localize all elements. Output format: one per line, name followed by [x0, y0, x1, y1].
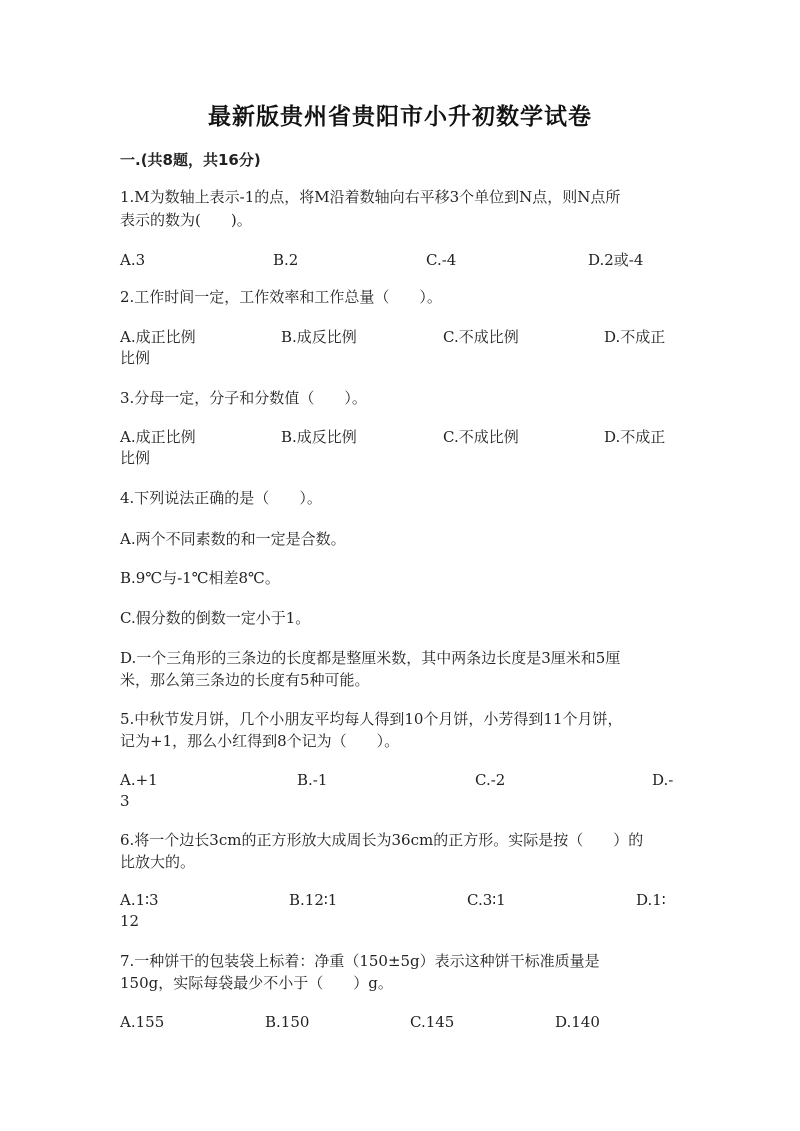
question-7-option-c: C.145	[410, 1013, 455, 1031]
question-5-option-a: A.+1	[120, 771, 158, 789]
question-7-option-a: A.155	[120, 1013, 165, 1031]
question-2-option-d: D.不成正	[604, 328, 666, 346]
question-4-option-a: A.两个不同素数的和一定是合数。	[120, 530, 346, 548]
question-1-line-2: 表示的数为( )。	[120, 211, 252, 229]
question-7-option-b: B.150	[265, 1013, 310, 1031]
question-6-option-d: D.1∶	[636, 891, 666, 909]
question-2-option-a: A.成正比例	[120, 328, 196, 346]
question-3-option-a: A.成正比例	[120, 428, 196, 446]
question-6-line-2: 比放大的。	[120, 853, 196, 871]
question-3-option-d: D.不成正	[604, 428, 666, 446]
section-heading: 一.(共8题，共16分)	[120, 151, 261, 169]
question-3-option-d-wrap: 比例	[120, 449, 151, 467]
question-2-option-c: C.不成比例	[443, 328, 519, 346]
question-1-option-d: D.2或-4	[588, 251, 644, 269]
page-title: 最新版贵州省贵阳市小升初数学试卷	[208, 104, 592, 130]
question-4-option-c: C.假分数的倒数一定小于1。	[120, 609, 311, 627]
question-5-option-c: C.-2	[475, 771, 506, 789]
question-2-text: 2.工作时间一定，工作效率和工作总量（ ）。	[120, 288, 442, 306]
question-4-option-d-line-1: D.一个三角形的三条边的长度都是整厘米数，其中两条边长度是3厘米和5厘	[120, 649, 621, 667]
question-6-option-b: B.12∶1	[289, 891, 338, 909]
question-5-line-1: 5.中秋节发月饼，几个小朋友平均每人得到10个月饼，小芳得到11个月饼，	[120, 710, 623, 728]
question-5-line-2: 记为+1，那么小红得到8个记为（ ）。	[120, 732, 400, 750]
question-3-option-b: B.成反比例	[281, 428, 357, 446]
question-7-line-1: 7.一种饼干的包装袋上标着：净重（150±5g）表示这种饼干标准质量是	[120, 952, 600, 970]
question-1-line-1: 1.M为数轴上表示-1的点，将M沿着数轴向右平移3个单位到N点，则N点所	[120, 188, 621, 206]
question-5-option-b: B.-1	[297, 771, 328, 789]
question-3-text: 3.分母一定，分子和分数值（ ）。	[120, 389, 367, 407]
question-2-option-d-wrap: 比例	[120, 349, 151, 367]
question-1-option-a: A.3	[120, 251, 146, 269]
question-5-option-d-wrap: 3	[120, 792, 130, 810]
question-6-option-c: C.3∶1	[467, 891, 506, 909]
question-4-option-d-line-2: 米，那么第三条边的长度有5种可能。	[120, 671, 370, 689]
question-6-option-a: A.1∶3	[120, 891, 159, 909]
question-6-line-1: 6.将一个边长3cm的正方形放大成周长为36cm的正方形。实际是按（ ）的	[120, 831, 644, 849]
question-7-line-2: 150g，实际每袋最少不小于（ ）g。	[120, 974, 393, 992]
question-3-option-c: C.不成比例	[443, 428, 519, 446]
question-2-option-b: B.成反比例	[281, 328, 357, 346]
question-4-option-b: B.9℃与-1℃相差8℃。	[120, 569, 280, 587]
question-1-option-c: C.-4	[426, 251, 457, 269]
question-6-option-d-wrap: 12	[120, 912, 140, 930]
question-4-text: 4.下列说法正确的是（ ）。	[120, 489, 322, 507]
question-5-option-d: D.-	[652, 771, 674, 789]
question-1-option-b: B.2	[273, 251, 299, 269]
question-7-option-d: D.140	[555, 1013, 600, 1031]
